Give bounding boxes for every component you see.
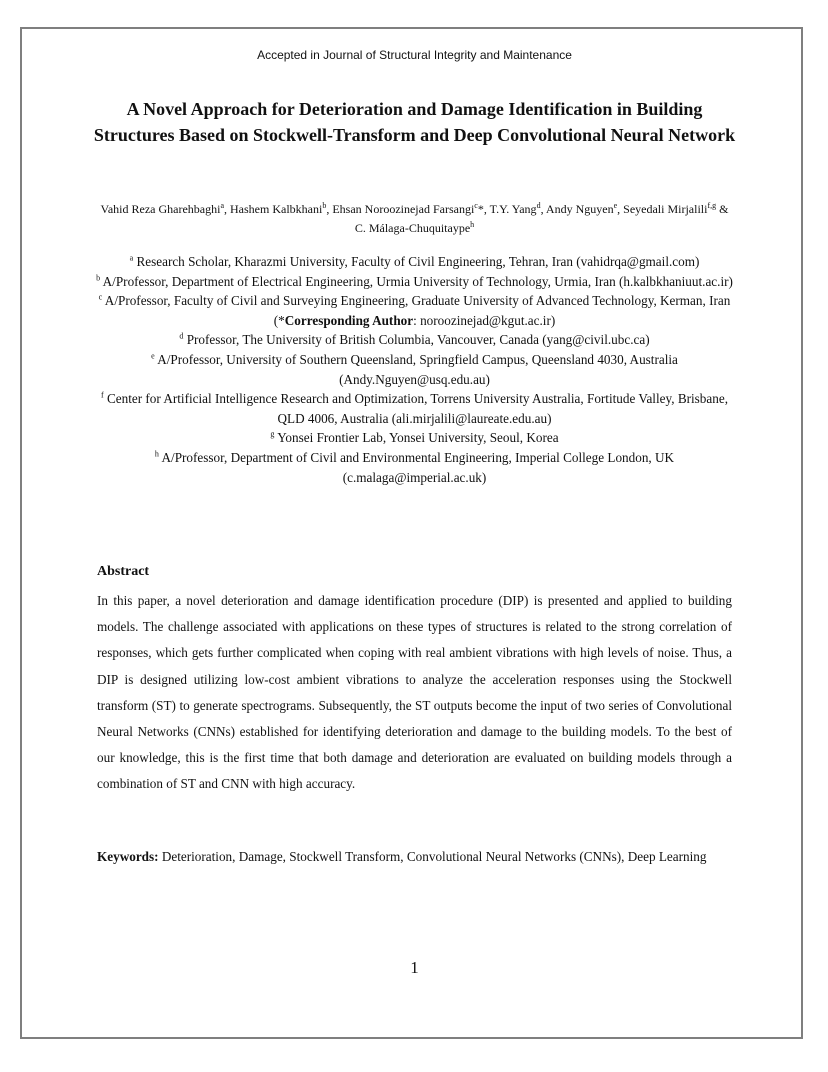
author-affiliation-mark: h [470, 220, 475, 229]
author-affiliation-mark: a [220, 201, 225, 210]
affiliation-text: A/Professor, Department of Electrical Engineering, Urmia University of Technology, Urmia, Iran (h.kalbkhaniuut.ac.ir) [102, 273, 733, 289]
affiliation-mark: h [154, 449, 159, 459]
keywords-paragraph [97, 844, 732, 870]
keywords-text: Deterioration, Damage, Stockwell Transform, Convolutional Neural Networks (CNNs), Deep Learning [161, 849, 707, 864]
author-name: Seyedali Mirjalili [623, 202, 708, 216]
author-separator: , [483, 202, 490, 216]
author-name: Andy Nguyen [545, 202, 614, 216]
affiliation-text: Professor, The University of British Columbia, Vancouver, Canada (yang@civil.ubc.ca) [186, 332, 650, 348]
author-name: T.Y. Yang [489, 202, 537, 216]
affiliation-mark: e [151, 351, 155, 361]
author-separator: , [617, 202, 624, 216]
affiliation-mark: a [129, 253, 134, 263]
affiliation-mark: c [98, 292, 103, 302]
author-name: C. Málaga-Chuquitaype [354, 221, 471, 235]
affiliation-item [93, 389, 736, 428]
affiliation-text: Yonsei Frontier Lab, Yonsei University, Seoul, Korea [277, 430, 559, 446]
abstract-heading: Abstract [97, 564, 150, 579]
author-name: Hashem Kalbkhani [230, 202, 323, 216]
author-separator: , [224, 202, 231, 216]
corresponding-star: * [477, 202, 484, 216]
affiliation-mark: g [270, 429, 275, 439]
affiliation-item [93, 272, 736, 292]
affiliation-item [93, 448, 736, 487]
affiliation-item [93, 252, 736, 272]
page-number: 1 [410, 958, 419, 977]
affiliation-item [93, 291, 736, 330]
author-affiliation-mark: b [322, 201, 327, 210]
affiliation-item [93, 330, 736, 350]
page-border [20, 27, 803, 1039]
author-separator: & [716, 202, 729, 216]
affiliation-item [93, 428, 736, 448]
author-affiliation-mark: f,g [707, 201, 717, 210]
corresponding-author-label: Corresponding Author [284, 312, 414, 328]
affiliation-item [93, 350, 736, 389]
paper-title: A Novel Approach for Deterioration and Damage Identification in Building Structures Based on Stockwell-Transform and Deep Convolutional Neural Network [93, 99, 736, 145]
affiliation-text: A/Professor, University of Southern Queensland, Springfield Campus, Queensland 4030, Australia (Andy.Nguyen@usq.edu.au) [157, 351, 678, 387]
abstract-text: In this paper, a novel deterioration and damage identification procedure (DIP) is presented and applied to building models. The challenge associated with applications on these types of structures is related to the strong correlation of responses, which gets further complicated when coping with real ambient vibrations with high levels of noise. Thus, a DIP is designed utilizing low-cost ambient vibrations to analyze the acceleration responses using the Stockwell transform (ST) to generate spectrograms. Subsequently, the ST outputs become the input of two series of Convolutional Neural Networks (CNNs) established for identifying deterioration and damage to the building models. To the best of our knowledge, this is the first time that both damage and deterioration are evaluated on building models through a combination of ST and CNN with high accuracy. [97, 593, 732, 792]
author-affiliation-mark: c [474, 201, 478, 210]
author-name: Ehsan Noroozinejad Farsangi [332, 202, 475, 216]
author-list [95, 200, 734, 238]
affiliation-text: : noroozinejad@kgut.ac.ir) [413, 312, 556, 328]
affiliation-text: Center for Artificial Intelligence Research and Optimization, Torrens University Australia, Fortitude Valley, Brisbane, QLD 4006, Australia (ali.mirjalili@laureate.edu.au) [106, 391, 728, 426]
affiliation-mark: b [96, 273, 101, 283]
affiliation-list [93, 252, 736, 487]
author-affiliation-mark: d [536, 201, 541, 210]
affiliation-mark: f [100, 390, 104, 400]
author-affiliation-mark: e [613, 201, 618, 210]
running-head: Accepted in Journal of Structural Integrity and Maintenance [257, 48, 572, 62]
author-separator: , [326, 202, 333, 216]
affiliation-text: Research Scholar, Kharazmi University, Faculty of Civil Engineering, Tehran, Iran (vahidrqa@gmail.com) [136, 254, 700, 269]
affiliation-mark: d [179, 331, 184, 341]
keywords-label: Keywords: [97, 849, 159, 864]
author-separator: , [540, 202, 546, 216]
affiliation-text: A/Professor, Faculty of Civil and Surveying Engineering, Graduate University of Advanced Technology, Kerman, Iran (* [104, 293, 731, 328]
author-name: Vahid Reza Gharehbaghi [100, 202, 221, 216]
affiliation-text: A/Professor, Department of Civil and Environmental Engineering, Imperial College London, UK (c.malaga@imperial.ac.uk) [161, 449, 675, 485]
